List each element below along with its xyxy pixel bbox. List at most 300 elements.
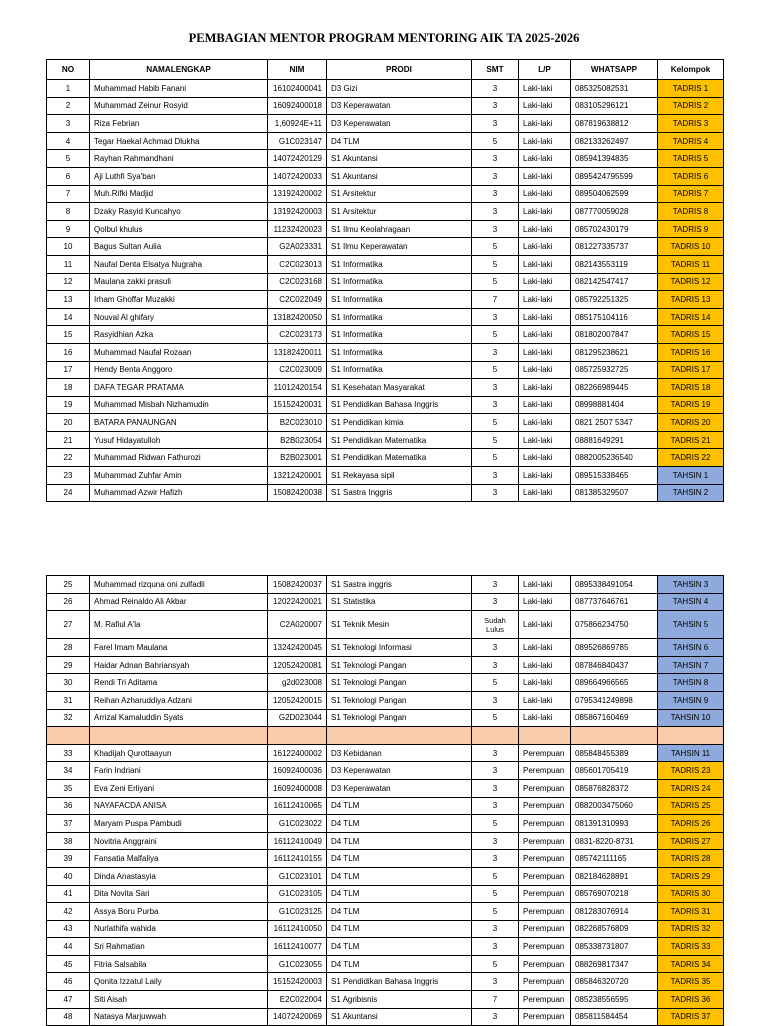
cell-no: 9 (47, 220, 90, 238)
cell-prodi: D3 Gizi (327, 80, 472, 98)
cell-group: TADRIS 31 (658, 903, 724, 921)
table-row (47, 167, 724, 185)
cell-smt: 5 (472, 238, 519, 256)
cell-smt: 7 (472, 991, 519, 1009)
cell-nim: G1C023101 (268, 867, 327, 885)
cell-no: 17 (47, 361, 90, 379)
cell-name: Muhammad Naufal Rozaan (90, 343, 268, 361)
cell-smt: 3 (472, 576, 519, 594)
cell-whatsapp: 081802007847 (571, 326, 658, 344)
cell-name: Riza Febrian (90, 115, 268, 133)
cell-no: 28 (47, 639, 90, 657)
table-row (47, 955, 724, 973)
cell-name: Bagus Sultan Aulia (90, 238, 268, 256)
cell-group: TADRIS 36 (658, 991, 724, 1009)
table-row (47, 396, 724, 414)
cell-group: TADRIS 19 (658, 396, 724, 414)
cell-prodi: S1 Informatika (327, 255, 472, 273)
cell-whatsapp: 085848455389 (571, 744, 658, 762)
mentor-table-part-2 (46, 575, 724, 1026)
cell-group: TADRIS 18 (658, 379, 724, 397)
table-row (47, 920, 724, 938)
cell-nim: 13242420045 (268, 639, 327, 657)
table-row (47, 674, 724, 692)
cell-name: Hendy Benta Anggoro (90, 361, 268, 379)
cell-nim: C2C023173 (268, 326, 327, 344)
cell-gender: Perempuan (519, 1008, 571, 1026)
cell-gender: Perempuan (519, 973, 571, 991)
table-row (47, 484, 724, 502)
cell-whatsapp: 08881649291 (571, 431, 658, 449)
cell-no: 12 (47, 273, 90, 291)
cell-group: TADRIS 30 (658, 885, 724, 903)
cell-no: 46 (47, 973, 90, 991)
cell-prodi: S1 Akuntansi (327, 1008, 472, 1026)
cell-name: Muhammad Zuhfar Amin (90, 467, 268, 485)
cell-whatsapp: 075866234750 (571, 611, 658, 639)
table-row (47, 762, 724, 780)
cell-smt: 3 (472, 762, 519, 780)
cell-no: 7 (47, 185, 90, 203)
cell-smt: 5 (472, 885, 519, 903)
cell-whatsapp: 081391310993 (571, 815, 658, 833)
cell-nim: 16092400008 (268, 779, 327, 797)
cell-smt: 3 (472, 779, 519, 797)
cell-gender: Laki-laki (519, 185, 571, 203)
cell-no: 25 (47, 576, 90, 594)
cell-no: 14 (47, 308, 90, 326)
cell-smt: 3 (472, 467, 519, 485)
cell-whatsapp: 085867160469 (571, 709, 658, 727)
table-row (47, 80, 724, 98)
cell-name: Rendi Tri Aditama (90, 674, 268, 692)
cell-whatsapp: 081295238621 (571, 343, 658, 361)
cell-group: TAHSIN 9 (658, 691, 724, 709)
cell-whatsapp: 0882005236540 (571, 449, 658, 467)
table-row (47, 867, 724, 885)
cell-group: TADRIS 23 (658, 762, 724, 780)
cell-nim: 14072420033 (268, 167, 327, 185)
table-row (47, 903, 724, 921)
cell-smt: 5 (472, 815, 519, 833)
separator-cell (268, 727, 327, 745)
cell-prodi: S1 Informatika (327, 343, 472, 361)
cell-whatsapp: 0831-8220-8731 (571, 832, 658, 850)
cell-smt: 3 (472, 379, 519, 397)
cell-prodi: S1 Teknik Mesin (327, 611, 472, 639)
cell-no: 13 (47, 291, 90, 309)
cell-name: Qonita Izzatul Laily (90, 973, 268, 991)
cell-smt: 3 (472, 938, 519, 956)
cell-name: Muh.Rifki Madjid (90, 185, 268, 203)
cell-nim: 15082420038 (268, 484, 327, 502)
cell-group: TADRIS 37 (658, 1008, 724, 1026)
cell-nim: 16102400041 (268, 80, 327, 98)
cell-no: 39 (47, 850, 90, 868)
cell-smt: 3 (472, 656, 519, 674)
cell-smt: 3 (472, 185, 519, 203)
cell-nim: G1C023147 (268, 132, 327, 150)
cell-smt: 3 (472, 308, 519, 326)
cell-smt: 3 (472, 973, 519, 991)
cell-no: 35 (47, 779, 90, 797)
cell-nim: 12052420081 (268, 656, 327, 674)
cell-prodi: S1 Informatika (327, 361, 472, 379)
cell-nim: C2C023009 (268, 361, 327, 379)
cell-gender: Laki-laki (519, 449, 571, 467)
cell-prodi: S1 Agribisnis (327, 991, 472, 1009)
cell-whatsapp: 08998881404 (571, 396, 658, 414)
cell-group: TADRIS 9 (658, 220, 724, 238)
cell-nim: B2B023001 (268, 449, 327, 467)
separator-cell (658, 727, 724, 745)
cell-prodi: S1 Akuntansi (327, 167, 472, 185)
cell-no: 42 (47, 903, 90, 921)
cell-group: TAHSIN 2 (658, 484, 724, 502)
cell-prodi: D3 Keperawatan (327, 779, 472, 797)
cell-prodi: D4 TLM (327, 885, 472, 903)
cell-prodi: S1 Pendidikan Bahasa Inggris (327, 396, 472, 414)
cell-smt: 5 (472, 361, 519, 379)
cell-name: Khadijah Qurottaayun (90, 744, 268, 762)
cell-name: DAFA TEGAR PRATAMA (90, 379, 268, 397)
cell-gender: Laki-laki (519, 396, 571, 414)
cell-whatsapp: 085792251325 (571, 291, 658, 309)
cell-gender: Laki-laki (519, 150, 571, 168)
cell-no: 29 (47, 656, 90, 674)
cell-no: 37 (47, 815, 90, 833)
cell-nim: G1C023105 (268, 885, 327, 903)
cell-name: Fitria Salsabila (90, 955, 268, 973)
cell-nim: 11232420023 (268, 220, 327, 238)
cell-whatsapp: 085325082531 (571, 80, 658, 98)
table-row (47, 576, 724, 594)
cell-name: Naufal Denta Elsatya Nugraha (90, 255, 268, 273)
cell-prodi: S1 Arsitektur (327, 203, 472, 221)
cell-prodi: S1 Teknologi Informasi (327, 639, 472, 657)
cell-smt: 3 (472, 691, 519, 709)
cell-no: 22 (47, 449, 90, 467)
cell-group: TADRIS 29 (658, 867, 724, 885)
cell-name: Muhammad Zeinur Rosyid (90, 97, 268, 115)
cell-group: TADRIS 25 (658, 797, 724, 815)
cell-no: 33 (47, 744, 90, 762)
cell-nim: 16112410077 (268, 938, 327, 956)
cell-prodi: S1 Pendidikan Bahasa Inggris (327, 973, 472, 991)
separator-cell (472, 727, 519, 745)
cell-group: TADRIS 6 (658, 167, 724, 185)
cell-gender: Perempuan (519, 938, 571, 956)
cell-name: Nouval Al ghifary (90, 308, 268, 326)
cell-gender: Perempuan (519, 850, 571, 868)
cell-name: Tegar Haekal Achmad Dlukha (90, 132, 268, 150)
cell-no: 26 (47, 593, 90, 611)
cell-smt: 3 (472, 850, 519, 868)
cell-gender: Laki-laki (519, 639, 571, 657)
cell-name: NAYAFACDA ANISA (90, 797, 268, 815)
cell-nim: G1C023125 (268, 903, 327, 921)
cell-gender: Laki-laki (519, 709, 571, 727)
cell-group: TADRIS 27 (658, 832, 724, 850)
cell-smt: 3 (472, 797, 519, 815)
cell-group: TADRIS 33 (658, 938, 724, 956)
cell-smt: 5 (472, 955, 519, 973)
cell-name: Muhammad Misbah Nizhamudin (90, 396, 268, 414)
cell-whatsapp: 085846320720 (571, 973, 658, 991)
cell-whatsapp: 087737646761 (571, 593, 658, 611)
cell-nim: 13182420050 (268, 308, 327, 326)
cell-gender: Laki-laki (519, 255, 571, 273)
cell-whatsapp: 087846840437 (571, 656, 658, 674)
cell-group: TADRIS 13 (658, 291, 724, 309)
cell-no: 19 (47, 396, 90, 414)
cell-name: Aji Luthfi Sya'ban (90, 167, 268, 185)
cell-whatsapp: 085702430179 (571, 220, 658, 238)
cell-group: TAHSIN 3 (658, 576, 724, 594)
table-row (47, 97, 724, 115)
cell-gender: Laki-laki (519, 115, 571, 133)
cell-gender: Perempuan (519, 867, 571, 885)
cell-smt: 3 (472, 220, 519, 238)
cell-no: 23 (47, 467, 90, 485)
cell-prodi: D4 TLM (327, 938, 472, 956)
cell-gender: Laki-laki (519, 361, 571, 379)
cell-whatsapp: 085769070218 (571, 885, 658, 903)
table-row (47, 467, 724, 485)
cell-name: Sri Rahmatian (90, 938, 268, 956)
cell-prodi: D3 Kebidanan (327, 744, 472, 762)
separator-cell (47, 727, 90, 745)
cell-whatsapp: 085601705419 (571, 762, 658, 780)
table-row (47, 326, 724, 344)
cell-no: 43 (47, 920, 90, 938)
cell-gender: Laki-laki (519, 484, 571, 502)
separator-cell (327, 727, 472, 745)
cell-group: TADRIS 1 (658, 80, 724, 98)
cell-gender: Perempuan (519, 744, 571, 762)
cell-prodi: D4 TLM (327, 815, 472, 833)
cell-name: Arrizal Kamaluddin Syats (90, 709, 268, 727)
cell-no: 15 (47, 326, 90, 344)
table-row (47, 938, 724, 956)
cell-whatsapp: 085811584454 (571, 1008, 658, 1026)
cell-prodi: D3 Keperawatan (327, 762, 472, 780)
cell-no: 48 (47, 1008, 90, 1026)
cell-gender: Perempuan (519, 797, 571, 815)
cell-group: TADRIS 24 (658, 779, 724, 797)
cell-no: 21 (47, 431, 90, 449)
table-row (47, 593, 724, 611)
cell-group: TADRIS 8 (658, 203, 724, 221)
cell-nim: 13182420011 (268, 343, 327, 361)
cell-prodi: S1 Informatika (327, 291, 472, 309)
cell-no: 30 (47, 674, 90, 692)
cell-smt: 3 (472, 115, 519, 133)
cell-nim: C2A020007 (268, 611, 327, 639)
table-row (47, 611, 724, 639)
separator-row (47, 727, 724, 745)
cell-smt: 3 (472, 639, 519, 657)
cell-gender: Laki-laki (519, 379, 571, 397)
cell-group: TAHSIN 4 (658, 593, 724, 611)
cell-smt: 3 (472, 80, 519, 98)
cell-prodi: D4 TLM (327, 850, 472, 868)
cell-smt: 3 (472, 396, 519, 414)
cell-smt: 3 (472, 150, 519, 168)
cell-prodi: D3 Keperawatan (327, 97, 472, 115)
cell-group: TAHSIN 7 (658, 656, 724, 674)
cell-no: 8 (47, 203, 90, 221)
cell-prodi: D4 TLM (327, 832, 472, 850)
table-row (47, 885, 724, 903)
cell-nim: 16092400036 (268, 762, 327, 780)
cell-whatsapp: 089515338465 (571, 467, 658, 485)
cell-gender: Laki-laki (519, 656, 571, 674)
header-nim: NIM (268, 60, 327, 80)
cell-name: Farin Indriani (90, 762, 268, 780)
cell-whatsapp: 089504062599 (571, 185, 658, 203)
cell-prodi: S1 Arsitektur (327, 185, 472, 203)
header-prodi: PRODI (327, 60, 472, 80)
table-row (47, 414, 724, 432)
table-row (47, 273, 724, 291)
cell-nim: 16112410050 (268, 920, 327, 938)
table-row (47, 291, 724, 309)
cell-gender: Laki-laki (519, 238, 571, 256)
cell-nim: G1C023055 (268, 955, 327, 973)
cell-name: BATARA PANAUNGAN (90, 414, 268, 432)
cell-name: Assya Boru Purba (90, 903, 268, 921)
separator-cell (571, 727, 658, 745)
cell-gender: Perempuan (519, 991, 571, 1009)
table-row (47, 815, 724, 833)
cell-gender: Laki-laki (519, 674, 571, 692)
cell-group: TADRIS 16 (658, 343, 724, 361)
cell-whatsapp: 082268576809 (571, 920, 658, 938)
cell-nim: 16122400002 (268, 744, 327, 762)
cell-prodi: D4 TLM (327, 920, 472, 938)
cell-no: 34 (47, 762, 90, 780)
cell-whatsapp: 087770059028 (571, 203, 658, 221)
cell-group: TAHSIN 6 (658, 639, 724, 657)
cell-name: Rasyidhian Azka (90, 326, 268, 344)
cell-gender: Laki-laki (519, 203, 571, 221)
cell-gender: Laki-laki (519, 691, 571, 709)
cell-no: 5 (47, 150, 90, 168)
table-row (47, 220, 724, 238)
cell-prodi: S1 Pendidikan Matematika (327, 449, 472, 467)
table-row (47, 797, 724, 815)
table-row (47, 709, 724, 727)
cell-gender: Laki-laki (519, 431, 571, 449)
cell-group: TADRIS 26 (658, 815, 724, 833)
cell-group: TADRIS 34 (658, 955, 724, 973)
cell-gender: Perempuan (519, 832, 571, 850)
cell-nim: G2D023044 (268, 709, 327, 727)
cell-gender: Perempuan (519, 955, 571, 973)
cell-nim: 16112410065 (268, 797, 327, 815)
cell-no: 44 (47, 938, 90, 956)
cell-smt: 3 (472, 484, 519, 502)
cell-no: 36 (47, 797, 90, 815)
cell-whatsapp: 081283076914 (571, 903, 658, 921)
cell-group: TAHSIN 8 (658, 674, 724, 692)
cell-name: Reihan Azharuddiya Adzani (90, 691, 268, 709)
cell-nim: C2C023013 (268, 255, 327, 273)
cell-no: 45 (47, 955, 90, 973)
cell-smt: 5 (472, 414, 519, 432)
cell-gender: Perempuan (519, 885, 571, 903)
cell-no: 2 (47, 97, 90, 115)
cell-name: Haidar Adnan Bahriansyah (90, 656, 268, 674)
cell-whatsapp: 085238556595 (571, 991, 658, 1009)
cell-nim: g2d023008 (268, 674, 327, 692)
cell-name: Dinda Anastasyia (90, 867, 268, 885)
cell-prodi: S1 Rekayasa sipil (327, 467, 472, 485)
cell-prodi: D3 Keperawatan (327, 115, 472, 133)
cell-group: TADRIS 15 (658, 326, 724, 344)
cell-whatsapp: 083105296121 (571, 97, 658, 115)
cell-prodi: S1 Informatika (327, 273, 472, 291)
cell-no: 24 (47, 484, 90, 502)
table-row (47, 361, 724, 379)
cell-no: 41 (47, 885, 90, 903)
cell-name: Farel Imam Maulana (90, 639, 268, 657)
cell-name: Rayhan Rahmandhani (90, 150, 268, 168)
cell-nim: 11012420154 (268, 379, 327, 397)
cell-no: 32 (47, 709, 90, 727)
cell-whatsapp: 0895424795599 (571, 167, 658, 185)
cell-group: TADRIS 7 (658, 185, 724, 203)
cell-prodi: D4 TLM (327, 132, 472, 150)
cell-prodi: S1 Statistika (327, 593, 472, 611)
table-row (47, 691, 724, 709)
cell-no: 10 (47, 238, 90, 256)
header-name: NAMALENGKAP (90, 60, 268, 80)
cell-name: Qolbul khulus (90, 220, 268, 238)
cell-smt: 3 (472, 593, 519, 611)
cell-whatsapp: 082266989445 (571, 379, 658, 397)
cell-prodi: S1 Teknologi Pangan (327, 691, 472, 709)
cell-nim: 15082420037 (268, 576, 327, 594)
cell-nim: E2C022004 (268, 991, 327, 1009)
cell-gender: Laki-laki (519, 343, 571, 361)
cell-name: Nurlathifa wahida (90, 920, 268, 938)
cell-smt: 5 (472, 273, 519, 291)
cell-group: TADRIS 28 (658, 850, 724, 868)
cell-no: 11 (47, 255, 90, 273)
cell-name: Fansatia Malfaliya (90, 850, 268, 868)
table-row (47, 449, 724, 467)
cell-no: 3 (47, 115, 90, 133)
cell-no: 16 (47, 343, 90, 361)
cell-group: TADRIS 20 (658, 414, 724, 432)
cell-name: Maryam Puspa Pambudi (90, 815, 268, 833)
cell-gender: Laki-laki (519, 273, 571, 291)
cell-group: TADRIS 22 (658, 449, 724, 467)
cell-group: TADRIS 11 (658, 255, 724, 273)
cell-whatsapp: 085941394835 (571, 150, 658, 168)
cell-gender: Laki-laki (519, 414, 571, 432)
header-row (47, 60, 724, 80)
cell-smt: 5 (472, 867, 519, 885)
cell-whatsapp: 0882003475060 (571, 797, 658, 815)
cell-whatsapp: 085175104116 (571, 308, 658, 326)
cell-no: 6 (47, 167, 90, 185)
cell-whatsapp: 082133262497 (571, 132, 658, 150)
cell-nim: 16112410049 (268, 832, 327, 850)
cell-nim: 13192420002 (268, 185, 327, 203)
